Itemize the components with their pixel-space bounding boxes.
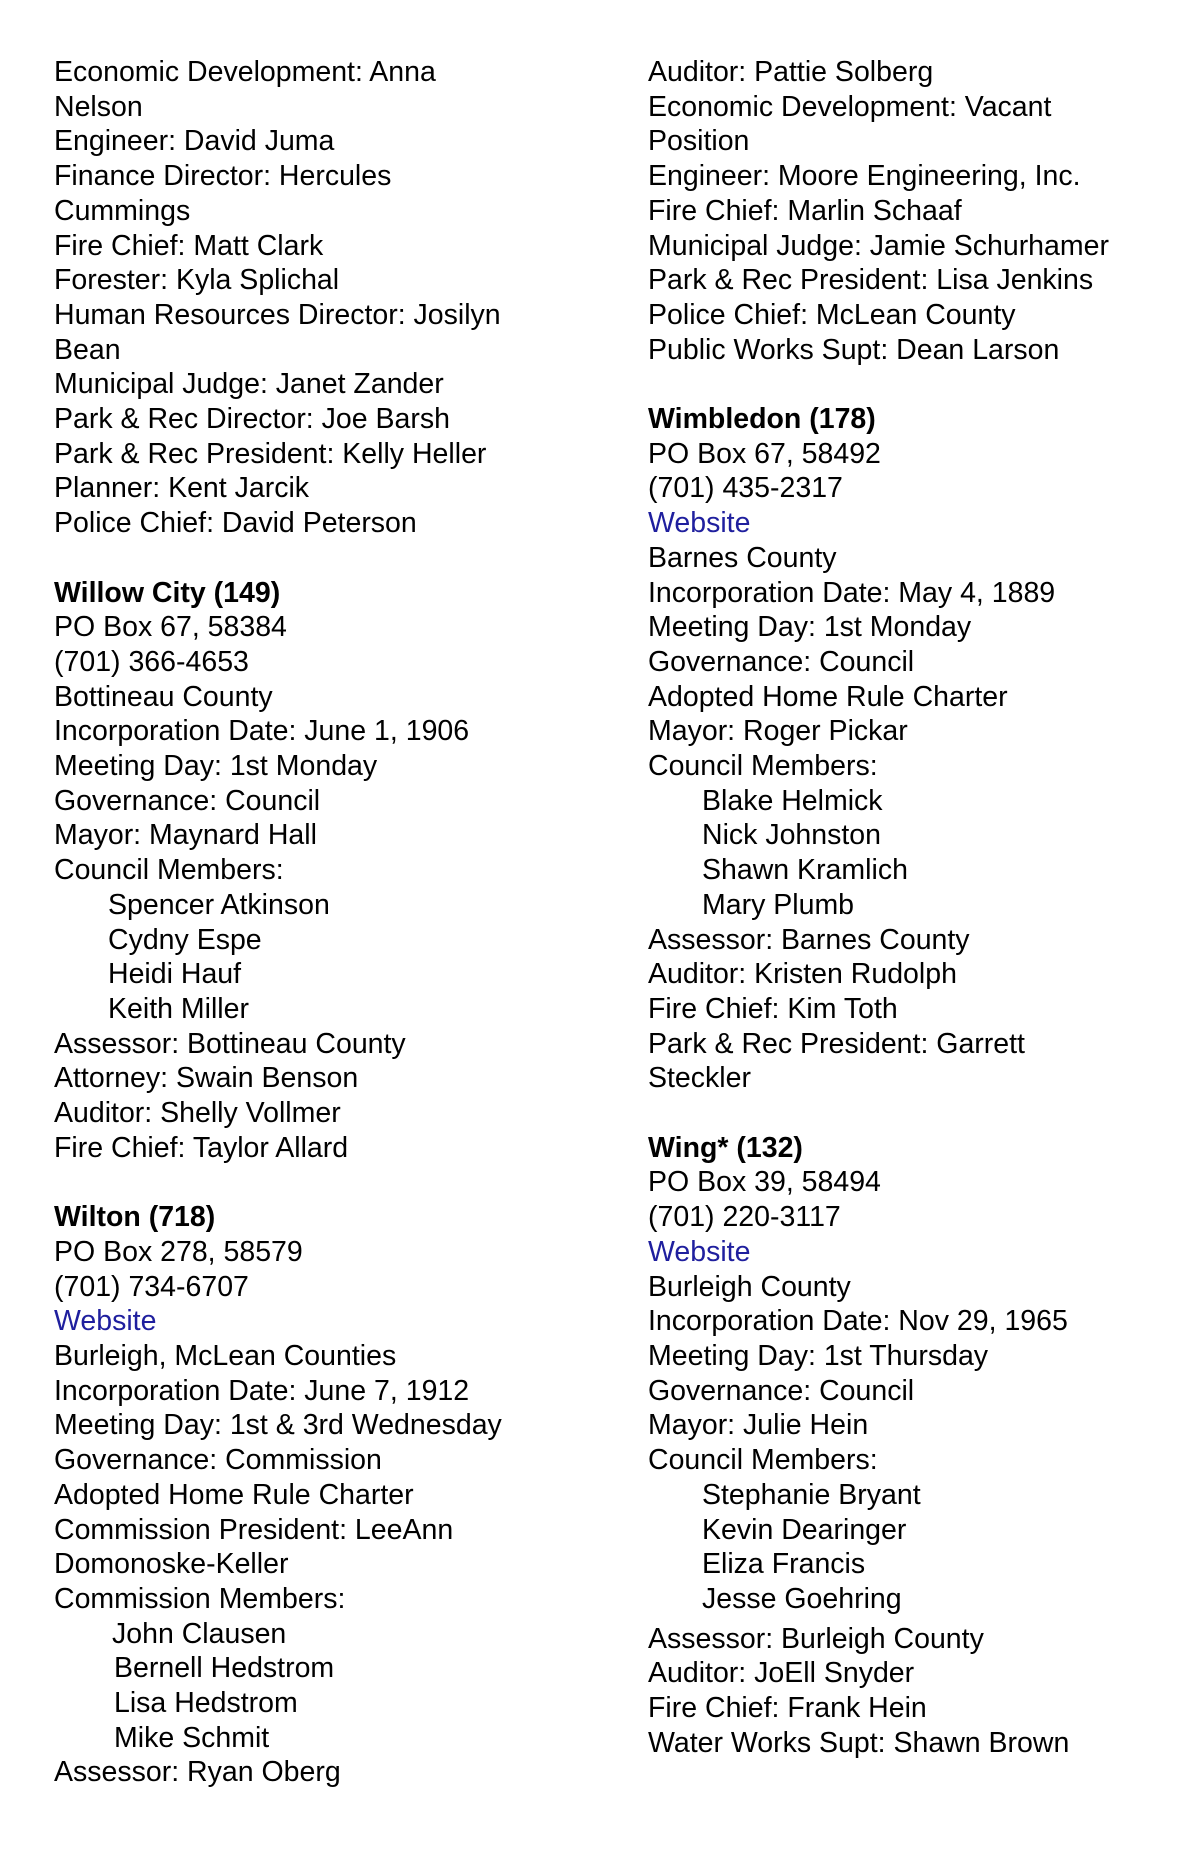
member-name: John Clausen xyxy=(112,1617,287,1650)
member-name: Cydny Espe xyxy=(108,923,262,956)
city-entry-wimbledon xyxy=(648,402,1193,1096)
city-entry-wilton xyxy=(54,1200,599,1790)
official-line: Finance Director: Hercules Cummings xyxy=(54,160,392,227)
city-incorporation: Incorporation Date: May 4, 1889 xyxy=(648,576,1056,609)
official-line: Fire Chief: Marlin Schaaf xyxy=(648,194,962,227)
section-gap xyxy=(54,1165,599,1200)
city-incorporation: Incorporation Date: June 1, 1906 xyxy=(54,715,470,748)
member-name: Kevin Dearinger xyxy=(702,1513,907,1546)
city-county: Barnes County xyxy=(648,541,837,574)
city-county: Bottineau County xyxy=(54,680,273,713)
member-name: Shawn Kramlich xyxy=(702,854,908,887)
member-name: Spencer Atkinson xyxy=(108,888,330,921)
official-line: Assessor: Burleigh County xyxy=(648,1622,984,1655)
member-name: Eliza Francis xyxy=(702,1548,866,1581)
official-line: Assessor: Bottineau County xyxy=(54,1027,406,1060)
official-line: Auditor: JoEll Snyder xyxy=(648,1657,915,1690)
continued-officials-left xyxy=(54,55,599,541)
official-line: Municipal Judge: Janet Zander xyxy=(54,368,444,401)
official-line: Planner: Kent Jarcik xyxy=(54,472,310,505)
city-incorporation: Incorporation Date: Nov 29, 1965 xyxy=(648,1305,1068,1338)
city-address: PO Box 39, 58494 xyxy=(648,1166,881,1199)
city-phone: (701) 220-3117 xyxy=(648,1201,841,1234)
member-name: Jesse Goehring xyxy=(702,1582,902,1615)
left-column xyxy=(54,55,599,1790)
city-meeting-day: Meeting Day: 1st Thursday xyxy=(648,1339,989,1372)
city-address: PO Box 278, 58579 xyxy=(54,1235,303,1268)
city-meeting-day: Meeting Day: 1st Monday xyxy=(54,750,378,783)
city-charter: Adopted Home Rule Charter xyxy=(648,680,1008,713)
members-label: Council Members: xyxy=(648,1444,878,1477)
city-heading: Willow City (149) xyxy=(54,576,281,609)
website-link[interactable]: Website xyxy=(54,1305,157,1338)
official-line: Fire Chief: Taylor Allard xyxy=(54,1131,349,1164)
city-mayor: Mayor: Maynard Hall xyxy=(54,819,317,852)
official-line: Water Works Supt: Shawn Brown xyxy=(648,1726,1070,1759)
official-line: Municipal Judge: Jamie Schurhamer xyxy=(648,229,1109,262)
member-name: Heidi Hauf xyxy=(108,958,242,991)
member-name: Mike Schmit xyxy=(114,1721,270,1754)
city-heading: Wimbledon (178) xyxy=(648,403,876,436)
official-line: Public Works Supt: Dean Larson xyxy=(648,333,1060,366)
member-name: Stephanie Bryant xyxy=(702,1478,921,1511)
members-label: Council Members: xyxy=(648,750,878,783)
official-line: Human Resources Director: Josilyn Bean xyxy=(54,298,501,366)
official-line: Auditor: Shelly Vollmer xyxy=(54,1097,341,1130)
official-line: Engineer: Moore Engineering, Inc. xyxy=(648,160,1081,193)
official-line: Fire Chief: Frank Hein xyxy=(648,1692,927,1725)
member-name: Nick Johnston xyxy=(702,819,882,852)
official-line: Auditor: Kristen Rudolph xyxy=(648,958,957,991)
website-link[interactable]: Website xyxy=(648,507,751,540)
official-line: Economic Development: Anna Nelson xyxy=(54,56,436,123)
official-line: Police Chief: David Peterson xyxy=(54,507,417,540)
city-phone: (701) 435-2317 xyxy=(648,472,843,505)
city-governance: Governance: Council xyxy=(648,645,915,678)
member-name: Blake Helmick xyxy=(702,784,883,817)
city-address: PO Box 67, 58492 xyxy=(648,437,881,470)
city-phone: (701) 734-6707 xyxy=(54,1270,249,1303)
official-line: Park & Rec President: Garrett Steckler xyxy=(648,1027,1025,1095)
city-governance: Governance: Council xyxy=(648,1374,915,1407)
official-line: Fire Chief: Matt Clark xyxy=(54,229,324,262)
section-gap xyxy=(54,541,599,576)
city-entry-willow-city xyxy=(54,576,599,1166)
city-mayor: Mayor: Julie Hein xyxy=(648,1409,869,1442)
member-name: Keith Miller xyxy=(108,992,249,1025)
continued-officials-right xyxy=(648,55,1193,367)
members-label: Council Members: xyxy=(54,854,284,887)
city-address: PO Box 67, 58384 xyxy=(54,611,287,644)
city-meeting-day: Meeting Day: 1st Monday xyxy=(648,611,972,644)
official-line: Auditor: Pattie Solberg xyxy=(648,56,934,88)
official-line: Park & Rec President: Kelly Heller xyxy=(54,437,487,470)
city-county: Burleigh, McLean Counties xyxy=(54,1339,397,1372)
official-line: Engineer: David Juma xyxy=(54,125,335,158)
city-governance: Governance: Commission xyxy=(54,1444,382,1477)
official-line: Assessor: Ryan Oberg xyxy=(54,1756,341,1789)
official-line: Forester: Kyla Splichal xyxy=(54,264,340,297)
official-line: Assessor: Barnes County xyxy=(648,923,970,956)
section-gap xyxy=(648,1096,1193,1131)
official-line: Economic Development: Vacant Position xyxy=(648,90,1052,158)
section-gap xyxy=(648,367,1193,402)
city-phone: (701) 366-4653 xyxy=(54,645,249,678)
city-charter: Adopted Home Rule Charter xyxy=(54,1478,414,1511)
official-line: Park & Rec Director: Joe Barsh xyxy=(54,403,450,436)
member-name: Mary Plumb xyxy=(702,888,855,921)
city-governance: Governance: Council xyxy=(54,784,321,817)
official-line: Fire Chief: Kim Toth xyxy=(648,992,898,1025)
city-incorporation: Incorporation Date: June 7, 1912 xyxy=(54,1374,470,1407)
city-meeting-day: Meeting Day: 1st & 3rd Wednesday xyxy=(54,1409,502,1442)
city-mayor: Mayor: Roger Pickar xyxy=(648,715,908,748)
commission-president: Commission President: LeeAnn Domonoske-Keller xyxy=(54,1513,454,1581)
official-line: Attorney: Swain Benson xyxy=(54,1062,359,1095)
city-heading: Wing* (132) xyxy=(648,1131,803,1164)
member-name: Lisa Hedstrom xyxy=(114,1687,298,1720)
city-entry-wing xyxy=(648,1131,1193,1761)
member-name: Bernell Hedstrom xyxy=(114,1652,335,1685)
official-line: Park & Rec President: Lisa Jenkins xyxy=(648,264,1094,297)
city-county: Burleigh County xyxy=(648,1270,851,1303)
members-label: Commission Members: xyxy=(54,1582,346,1615)
city-heading: Wilton (718) xyxy=(54,1201,216,1234)
official-line: Police Chief: McLean County xyxy=(648,298,1016,331)
website-link[interactable]: Website xyxy=(648,1235,751,1268)
right-column xyxy=(648,55,1193,1760)
